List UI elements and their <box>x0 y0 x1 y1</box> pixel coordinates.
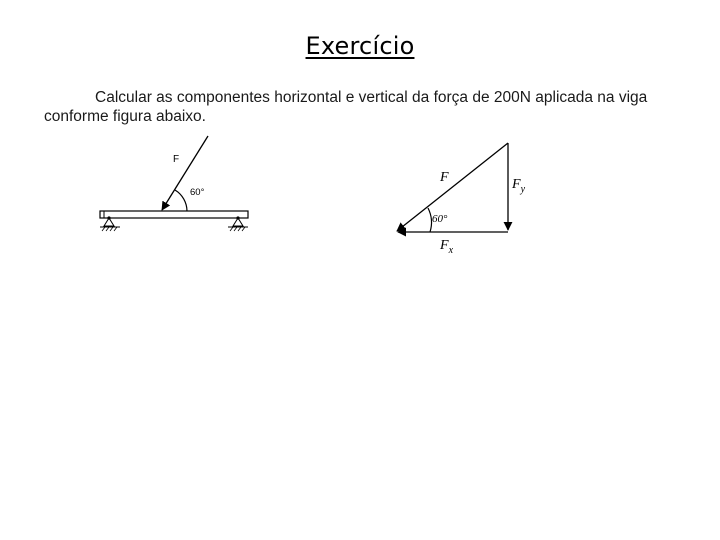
triangle-angle-label: 60° <box>432 213 448 225</box>
beam <box>100 211 248 218</box>
force-arrow <box>162 136 208 210</box>
fy-label <box>511 177 526 195</box>
fy-label-sub: y <box>520 184 526 195</box>
slide-title: Exercício <box>305 32 415 60</box>
force-label: F <box>173 154 180 165</box>
angle-arc <box>175 190 187 211</box>
hyp-force-label: F <box>440 170 449 185</box>
beam-figure <box>100 136 248 231</box>
fy-label-main: F <box>512 177 521 192</box>
fx-label-sub: x <box>448 245 454 256</box>
triangle-angle-arc <box>428 208 431 232</box>
angle-label: 60° <box>190 187 205 198</box>
fx-label <box>439 238 454 256</box>
hypotenuse-force-arrow <box>397 143 508 231</box>
fx-label-main: F <box>440 238 449 253</box>
statement-line-2: conforme figura abaixo. <box>44 108 206 125</box>
triangle-figure <box>397 143 526 256</box>
statement-line-1: Calcular as componentes horizontal e vertical da força de 200N aplicada na viga <box>95 89 648 106</box>
